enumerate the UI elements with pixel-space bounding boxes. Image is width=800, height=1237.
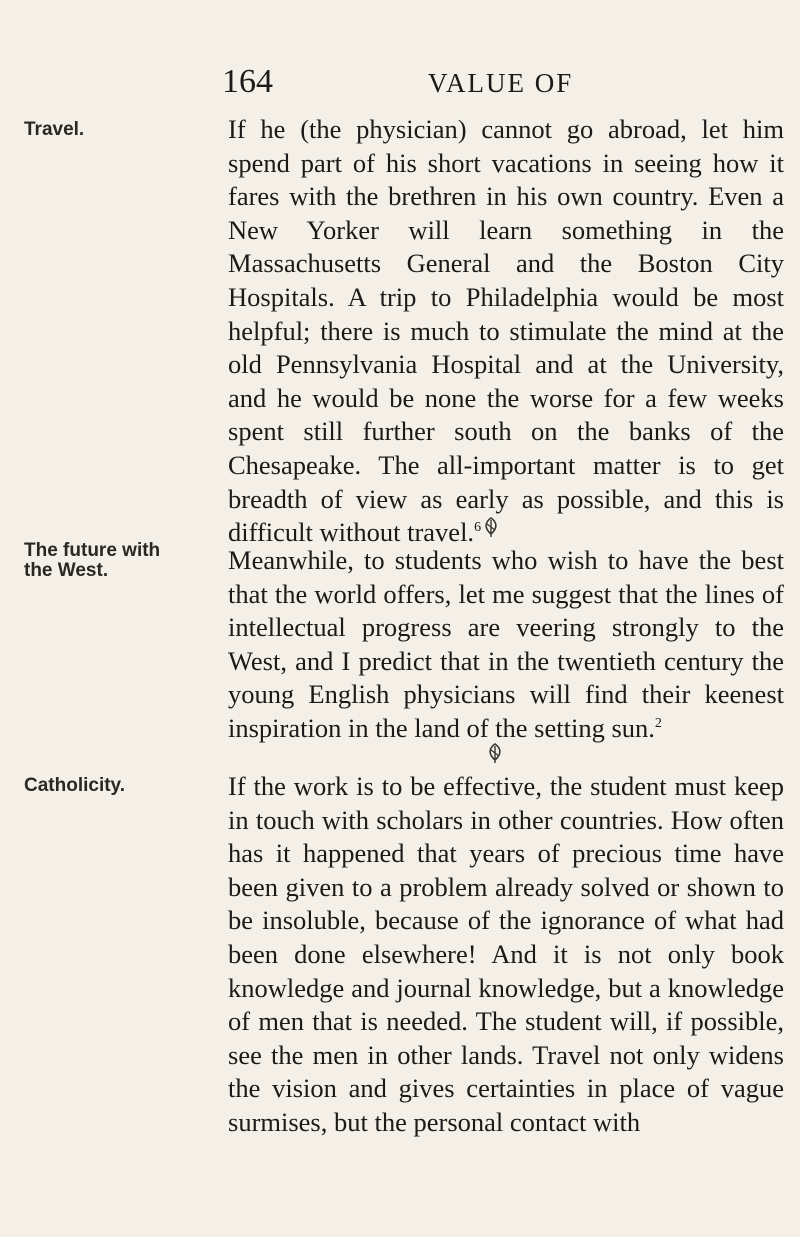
paragraph-text: If the work is to be effective, the student must keep in touch with scholars in other countries. How often has it happened that years of precious time have been given to a problem already solved or shown to be insoluble, because of the ignorance of what had been done elsewhere! And it is not only book knowledge and journal knowledge, but a knowledge of men that is needed. The student will, if possible, see the men in other lands. Travel not only widens the vision and gives certainties in place of vague surmises, but the personal contact with bbox=[228, 771, 784, 1137]
footnote-marker: 6 bbox=[474, 520, 482, 536]
page-header bbox=[0, 62, 800, 102]
paragraph-future-west bbox=[228, 544, 784, 746]
sidenote-travel: Travel. bbox=[24, 119, 85, 140]
page-number: 164 bbox=[222, 63, 273, 100]
paragraph-travel bbox=[228, 113, 784, 550]
leaf-ornament-icon-graphic bbox=[485, 742, 505, 764]
paragraph-text: If he (the physician) cannot go abroad, let him spend part of his short vacations in seeing how it fares with the brethren in his own country. Even a New Yorker will learn something in the Massachusetts General and the Boston City Hospitals. A trip to Philadelphia would be most helpful; there is much to stimulate the mind at the old Pennsylvania Hospital and at the University, and he would be none the worse for a few weeks spent still further south on the banks of the Chesapeake. The all-important matter is to get breadth of view as early as possible, and this is difficult without travel. bbox=[228, 114, 784, 548]
leaf-ornament-icon bbox=[476, 516, 506, 546]
sidenote-catholicity: Catholicity. bbox=[24, 775, 125, 796]
leaf-ornament-icon-graphic bbox=[481, 516, 501, 538]
leaf-ornament-icon bbox=[480, 742, 510, 772]
paragraph-catholicity bbox=[228, 770, 784, 1140]
running-head: VALUE OF bbox=[428, 68, 574, 98]
sidenote-future-west: The future with the West. bbox=[24, 540, 161, 581]
footnote-marker: 2 bbox=[654, 716, 662, 732]
paragraph-text: Meanwhile, to students who wish to have the best that the world offers, let me suggest that the lines of intellectual progress are veering strongly to the West, and I predict that in the twentieth century the young English physicians will find their keenest inspiration in the land of the setting sun. bbox=[228, 545, 784, 743]
